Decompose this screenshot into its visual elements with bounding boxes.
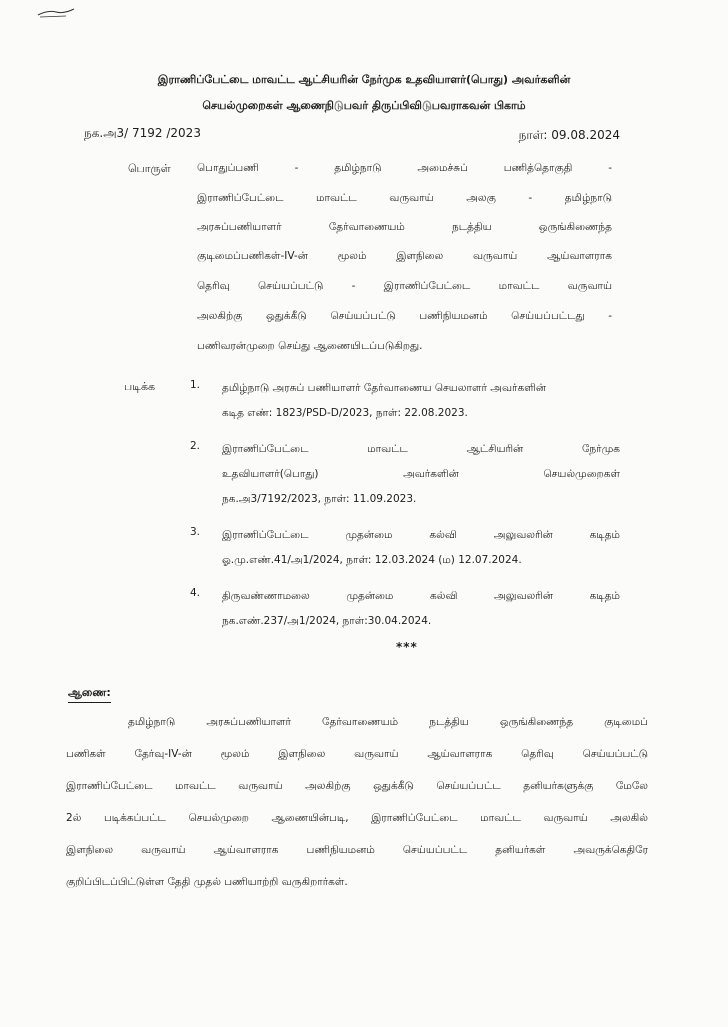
header-title-line2: செயல்முறைகள் ஆணைநிடுபவர் திருப்பிவிடுபவராகவன் பிகாம் bbox=[202, 99, 526, 112]
references-list bbox=[190, 376, 620, 645]
subject-label: பொருள் bbox=[128, 162, 171, 175]
subject-line: அரசுப்பணியாளர் தேர்வாணையம் நடத்திய ஒருங்கிணைந்த bbox=[197, 221, 612, 233]
order-line: குறிப்பிடப்பிட்டுள்ள தேதி முதல் பணியாற்றி வருகிறார்கள். bbox=[66, 876, 348, 888]
pen-scribble-mark bbox=[36, 6, 76, 18]
reference-item bbox=[190, 437, 620, 512]
order-line: இராணிப்பேட்டை மாவட்ட வருவாய் அலகிற்கு ஒதுக்கீடு செய்யப்பட்ட தனியர்களுக்கு மேலே bbox=[66, 780, 648, 792]
subject-line: தெரிவு செய்யப்பட்டு - இராணிப்பேட்டை மாவட்ட வருவாய் bbox=[197, 280, 612, 292]
reference-date: நாள்: 09.08.2024 bbox=[518, 128, 620, 142]
reference-line: கடித எண்: 1823/PSD-D/2023, நாள்: 22.08.2023. bbox=[222, 407, 468, 419]
order-line: இளநிலை வருவாய் ஆய்வாளராக பணிநியமனம் செய்யப்பட்ட தனியர்கள் அவருக்கெதிரே bbox=[66, 844, 648, 856]
order-paragraph bbox=[66, 706, 648, 898]
reference-number: நக.அ3/ 7192 /2023 bbox=[84, 126, 201, 140]
header-title-line1: இராணிப்பேட்டை மாவட்ட ஆட்சியரின் நேர்முக உதவியாளர்(பொது) அவர்களின் bbox=[157, 73, 571, 86]
reference-line: ஓ.மு.எண்.41/அ1/2024, நாள்: 12.03.2024 (ம) 12.07.2024. bbox=[222, 554, 522, 566]
reference-line: நக.எண்.237/அ1/2024, நாள்:30.04.2024. bbox=[222, 615, 432, 627]
reference-line: நக.அ3/7192/2023, நாள்: 11.09.2023. bbox=[222, 493, 417, 505]
references-label: படிக்க bbox=[124, 380, 156, 393]
subject-line: பணிவரன்முறை செய்து ஆணையிடப்படுகிறது. bbox=[197, 340, 423, 352]
reference-line: இராணிப்பேட்டை மாவட்ட ஆட்சியரின் நேர்முக bbox=[222, 443, 620, 455]
order-heading: ஆணை: bbox=[68, 686, 111, 699]
reference-item-number: 4. bbox=[190, 587, 201, 599]
reference-line: இராணிப்பேட்டை முதன்மை கல்வி அலுவலரின் கடிதம் bbox=[222, 529, 620, 541]
reference-item bbox=[190, 376, 620, 426]
reference-item bbox=[190, 584, 620, 634]
subject-line: குடிமைப்பணிகள்-IV-ன் மூலம் இளநிலை வருவாய் ஆய்வாளராக bbox=[197, 250, 612, 262]
order-line: பணிகள் தேர்வு-IV-ன் மூலம் இளநிலை வருவாய் ஆய்வாளராக தெரிவு செய்யப்பட்டு bbox=[66, 748, 648, 760]
reference-line: திருவண்ணாமலை முதன்மை கல்வி அலுவலரின் கடிதம் bbox=[222, 590, 620, 602]
subject-line: அலகிற்கு ஒதுக்கீடு செய்யப்பட்டு பணிநியமனம் செய்யப்பட்டது - bbox=[197, 310, 612, 322]
reference-line: தமிழ்நாடு அரசுப் பணியாளர் தேர்வாணைய செயலாளர் அவர்களின் bbox=[222, 382, 547, 394]
reference-item bbox=[190, 523, 620, 573]
subject-line: பொதுப்பணி - தமிழ்நாடு அமைச்சுப் பணித்தொகுதி - bbox=[197, 162, 612, 174]
order-line: 2ல் படிக்கப்பட்ட செயல்முறை ஆணையின்படி, இராணிப்பேட்டை மாவட்ட வருவாய் அலகில் bbox=[66, 812, 648, 824]
reference-item-number: 3. bbox=[190, 526, 201, 538]
order-line: தமிழ்நாடு அரசுப்பணியாளர் தேர்வாணையம் நடத்திய ஒருங்கிணைந்த குடிமைப் bbox=[128, 716, 648, 728]
reference-line: உதவியாளர்(பொது) அவர்களின் செயல்முறைகள் bbox=[222, 468, 620, 480]
reference-item-number: 2. bbox=[190, 440, 201, 452]
section-separator: *** bbox=[396, 640, 418, 654]
reference-item-number: 1. bbox=[190, 379, 201, 391]
subject-line: இராணிப்பேட்டை மாவட்ட வருவாய் அலகு - தமிழ்நாடு bbox=[197, 192, 612, 204]
